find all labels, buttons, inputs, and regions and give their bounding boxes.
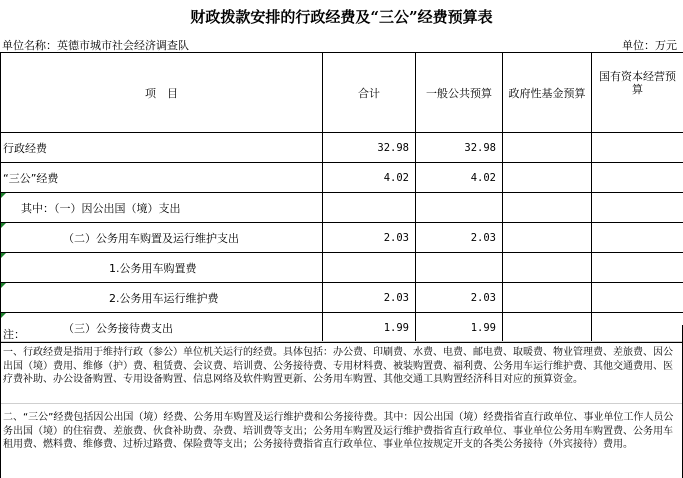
row-fund [503, 163, 592, 193]
row-capital [592, 223, 683, 253]
row-label: 1.公务用车购置费 [1, 253, 323, 283]
row-general [416, 193, 503, 223]
col-header-item: 项 目 [1, 53, 323, 133]
unit-row [0, 34, 683, 52]
unit-name: 单位名称：英德市城市社会经济调查队 [2, 39, 189, 52]
row-total: 2.03 [323, 223, 416, 253]
col-header-total: 合计 [323, 53, 416, 133]
unit-measure: 单位：万元 [622, 39, 677, 52]
row-label: 2.公务用车运行维护费 [1, 283, 323, 313]
row-fund [503, 223, 592, 253]
page-title: 财政拨款安排的行政经费及“三公”经费预算表 [190, 8, 493, 26]
row-capital [592, 283, 683, 313]
row-label: “三公”经费 [1, 163, 323, 193]
cell-marker-icon [1, 253, 6, 258]
row-general [416, 253, 503, 283]
cell-marker-icon [1, 313, 6, 318]
row-general: 1.99 [416, 313, 503, 343]
row-total: 2.03 [323, 283, 416, 313]
notes-paragraph-1: 一、行政经费是指用于维持行政（参公）单位机关运行的经费。具体包括：办公费、印刷费、水费、电费、邮电费、取暖费、物业管理费、差旅费、因公出国（境）费用、维修（护）费、租赁费、会议费、培训费、公务接待费、专用材料费、被装购置费、福利费、公务用车运行维护费、其他交通费用、医疗费补助、办公设备购置、专用设备购置、信息网络及软件购置更新、公务用车购置、其他交通工具购置经济科目对应的预算资金。 [3, 347, 673, 385]
notes-divider [1, 341, 682, 342]
col-header-capital: 国有资本经营预算 [592, 53, 683, 133]
row-fund [503, 283, 592, 313]
row-fund [503, 193, 592, 223]
cell-marker-icon [1, 223, 6, 228]
row-general: 2.03 [416, 283, 503, 313]
table-row [1, 133, 683, 163]
notes-label: 注： [3, 328, 25, 341]
cell-marker-icon [1, 193, 6, 198]
table-row [1, 163, 683, 193]
table-row [1, 283, 683, 313]
row-general: 4.02 [416, 163, 503, 193]
row-total: 1.99 [323, 313, 416, 343]
row-label: （二）公务用车购置及运行维护支出 [1, 223, 323, 253]
row-capital [592, 163, 683, 193]
row-total [323, 193, 416, 223]
notes-paragraph-2: 二、“三公”经费包括因公出国（境）经费、公务用车购置及运行维护费和公务接待费。其中：因公出国（境）经费指省直行政单位、事业单位工作人员公务出国（境）的住宿费、差旅费、伙食补助费、杂费、培训费等支出；公务用车购置及运行维护费指省直行政单位、事业单位公务用车购置费、公务用车租用费、燃料费、维修费、过桥过路费、保险费等支出；公务接待费指省直行政单位、事业单位按规定开支的各类公务接待（外宾接待）费用。 [3, 412, 674, 450]
row-total [323, 253, 416, 283]
budget-table [0, 52, 683, 343]
row-capital [592, 253, 683, 283]
table-row [1, 253, 683, 283]
notes-divider [1, 403, 682, 404]
row-capital [592, 133, 683, 163]
col-header-fund: 政府性基金预算 [503, 53, 592, 133]
notes-section [0, 325, 683, 478]
row-total: 32.98 [323, 133, 416, 163]
row-label: 行政经费 [1, 133, 323, 163]
row-label: （三）公务接待费支出 [1, 313, 323, 343]
row-general: 32.98 [416, 133, 503, 163]
table-row [1, 193, 683, 223]
table-header-row [1, 53, 683, 133]
row-fund [503, 253, 592, 283]
row-capital [592, 193, 683, 223]
row-label: 其中：（一）因公出国（境）支出 [1, 193, 323, 223]
row-general: 2.03 [416, 223, 503, 253]
table-row [1, 223, 683, 253]
cell-marker-icon [1, 283, 6, 288]
row-total: 4.02 [323, 163, 416, 193]
col-header-general: 一般公共预算 [416, 53, 503, 133]
row-fund [503, 133, 592, 163]
